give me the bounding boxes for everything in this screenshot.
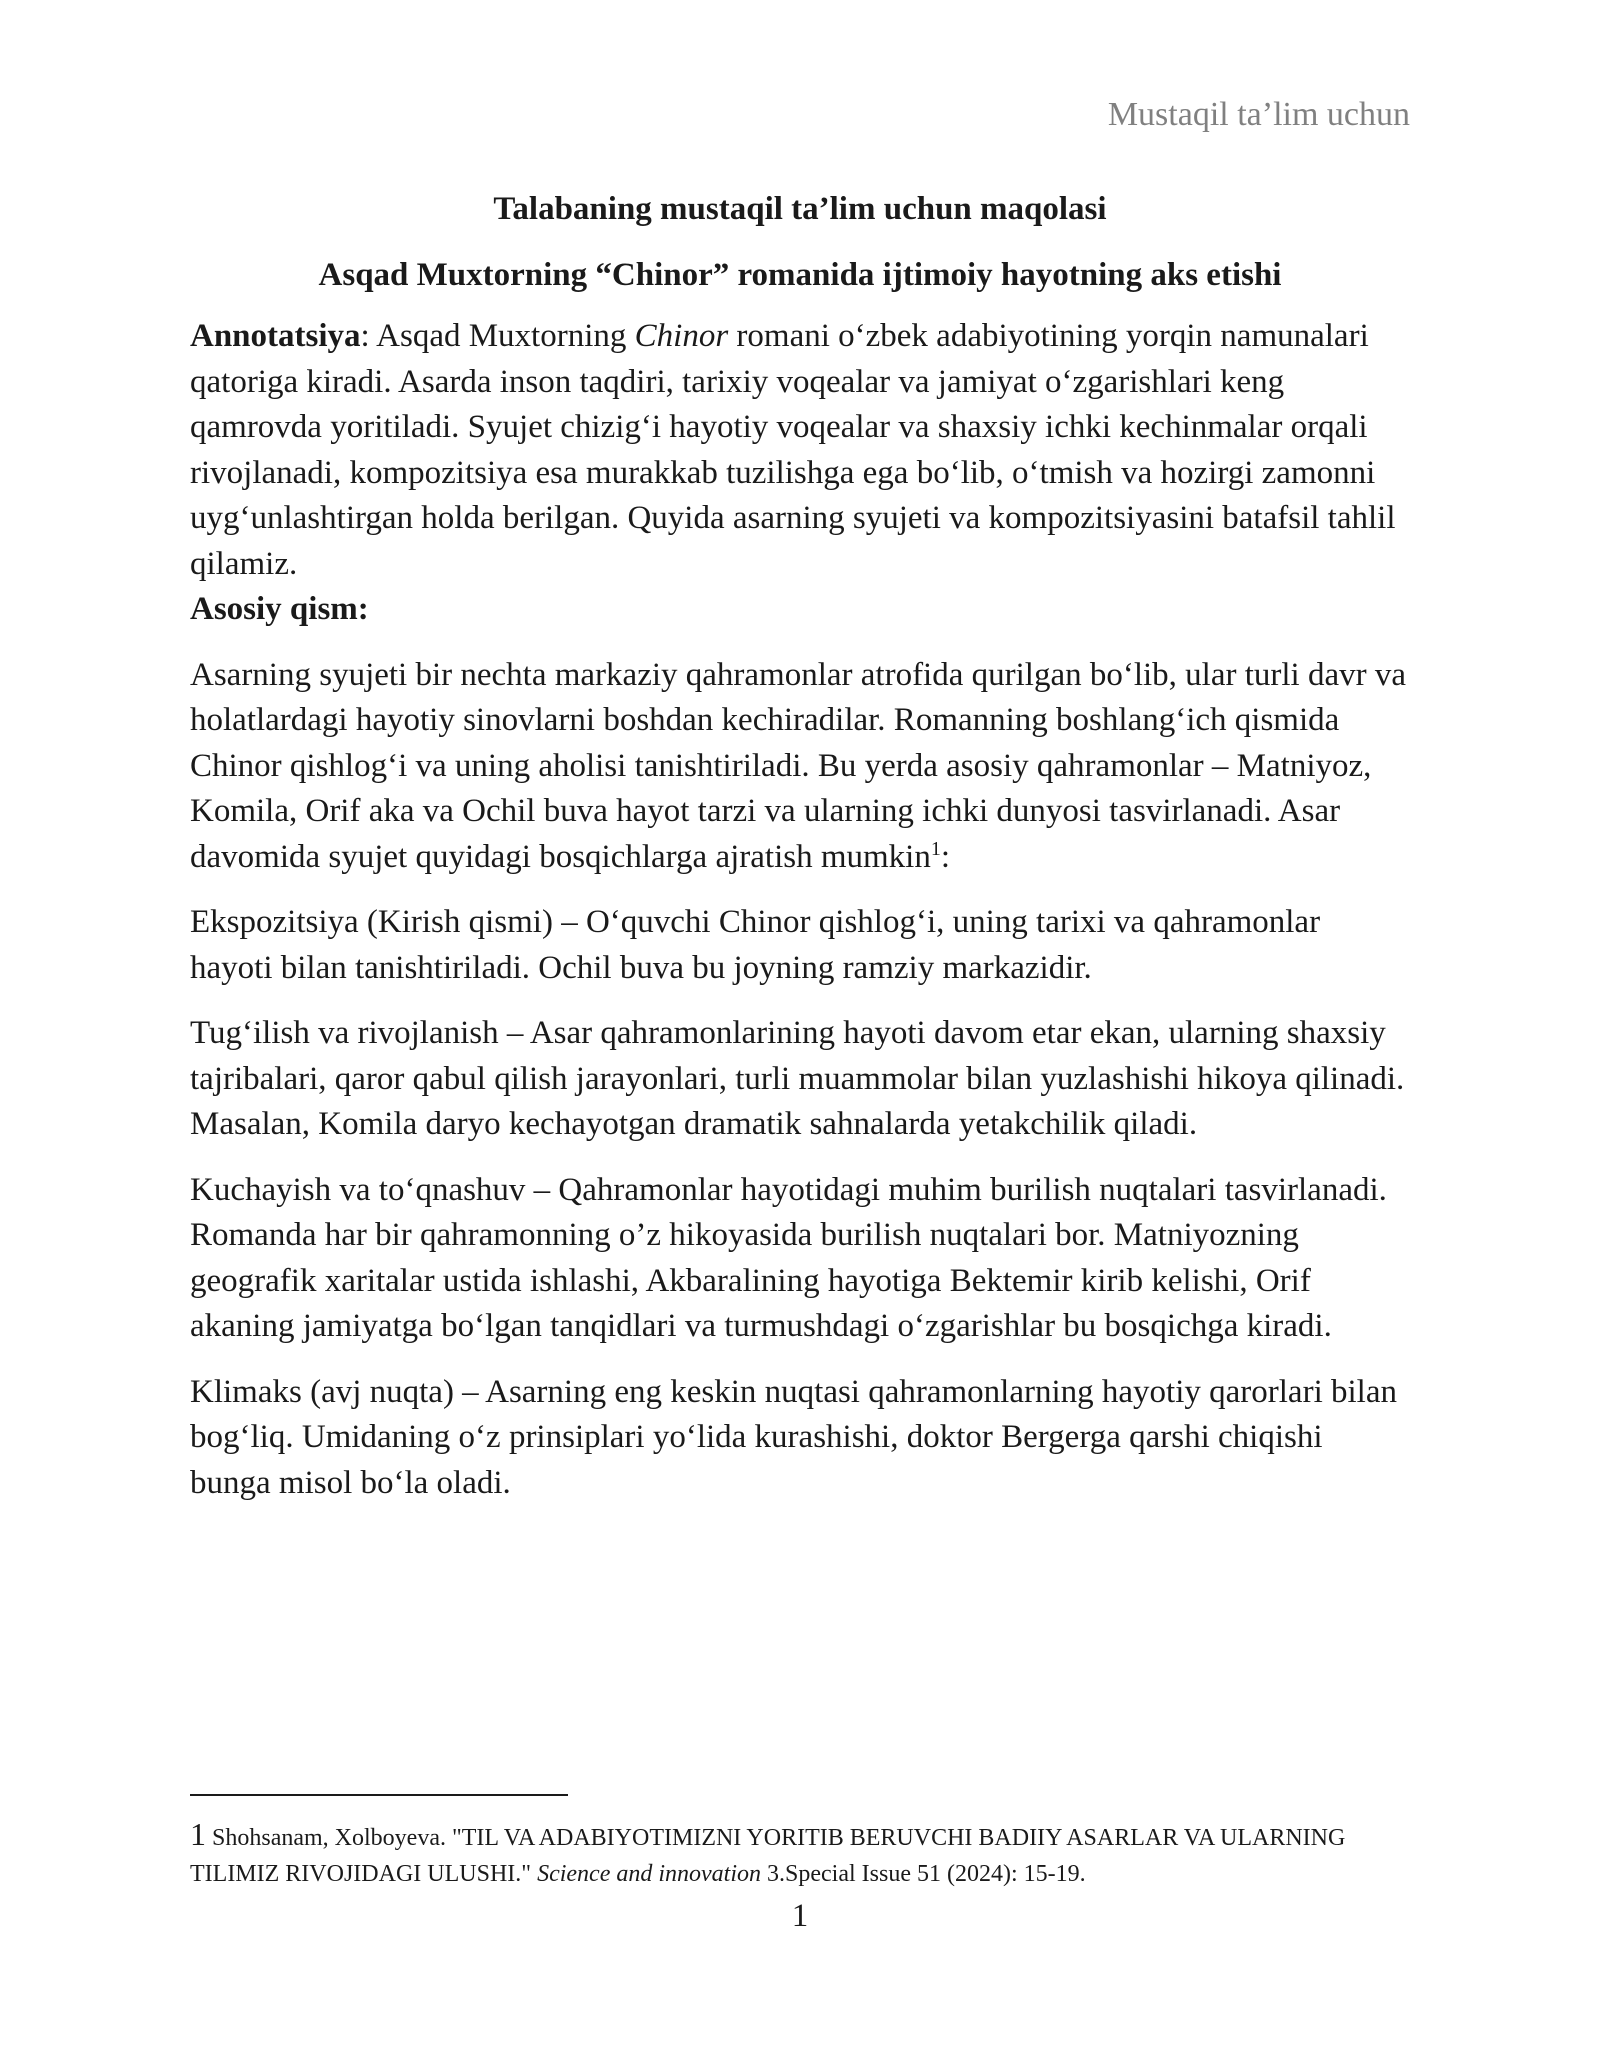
article-subtitle: Asqad Muxtorning “Chinor” romanida ijtimoiy hayotning aks etishi <box>318 257 1282 293</box>
footnote-text-before: Shohsanam, Xolboyeva. "TIL VA ADABIYOTIMIZNI YORITIB BERUVCHI BADIIY ASARLAR VA ULARNING TILIMIZ RIVOJIDAGI ULUSHI." <box>190 1825 1346 1887</box>
page-number: 1 <box>791 1898 809 1934</box>
paragraph-development: Tugʻilish va rivojlanish – Asar qahramonlarining hayoti davom etar ekan, ularning shaxsiy tajribalari, qaror qabul qilish jarayonlari, turli muammolar bilan yuzlashishi hikoya qilinadi. Masalan, Komila daryo kechayotgan dramatik sahnalarda yetakchilik qiladi. <box>190 1015 1405 1142</box>
footnote-journal: Science and innovation <box>537 1861 762 1887</box>
footnote-text-after: 3.Special Issue 51 (2024): 15-19. <box>761 1861 1086 1887</box>
paragraph-exposition: Ekspozitsiya (Kirish qismi) – Oʻquvchi Chinor qishlogʻi, uning tarixi va qahramonlar hayoti bilan tanishtiriladi. Ochil buva bu joyning ramziy markazidir. <box>190 904 1321 986</box>
intro-text: Asarning syujeti bir nechta markaziy qahramonlar atrofida qurilgan boʻlib, ular turli davr va holatlardagi hayotiy sinovlarni boshdan kechiradilar. Romanning boshlangʻich qismida Chinor qishlogʻi va uning aholisi tanishtiriladi. Bu yerda asosiy qahramonlar – Matniyoz, Komila, Orif aka va Ochil buva hayot tarzi va ularning ichki dunyosi tasvirlanadi. Asar davomida syujet quyidagi bosqichlarga ajratish mumkin <box>190 656 1407 875</box>
article-body <box>190 186 1410 1526</box>
novel-title-italic: Chinor <box>634 318 729 354</box>
running-header: Mustaqil ta’lim uchun <box>1107 96 1410 133</box>
abstract-colon: : <box>360 318 377 354</box>
abstract-paragraph <box>190 314 1410 587</box>
abstract-label: Annotatsiya <box>190 318 361 354</box>
footnote-reference[interactable]: 1 <box>930 837 941 860</box>
article-title: Talabaning mustaqil ta’lim uchun maqolasi <box>493 191 1107 227</box>
main-section-heading: Asosiy qism: <box>190 591 369 627</box>
footnote-number: 1 <box>190 1816 206 1852</box>
paragraph-conflict: Kuchayish va toʻqnashuv – Qahramonlar hayotidagi muhim burilish nuqtalari tasvirlanadi. Romanda har bir qahramonning o’z hikoyasida burilish nuqtalari bor. Matniyozning geografik xaritalar ustida ishlashi, Akbaralining hayotiga Bektemir kirib kelishi, Orif akaning jamiyatga boʻlgan tanqidlari va turmushdagi oʻzgarishlar bu bosqichga kiradi. <box>190 1171 1387 1344</box>
intro-paragraph <box>190 653 1410 881</box>
abstract-text-after: romani oʻzbek adabiyotining yorqin namunalari qatoriga kiradi. Asarda inson taqdiri, tarixiy voqealar va jamiyat oʻzgarishlari keng qamrovda yoritiladi. Syujet chizigʻi hayotiy voqealar va shaxsiy ichki kechinmalar orqali rivojlanadi, kompozitsiya esa murakkab tuzilishga ega boʻlib, oʻtmish va hozirgi zamonni uygʻunlashtirgan holda berilgan. Quyida asarning syujeti va kompozitsiyasini batafsil tahlil qilamiz. <box>190 318 1396 582</box>
intro-end: : <box>940 838 951 875</box>
abstract-text-before: Asqad Muxtorning <box>376 318 635 354</box>
footnote-separator <box>190 1794 568 1796</box>
footnote <box>190 1816 1410 1892</box>
paragraph-climax: Klimaks (avj nuqta) – Asarning eng keskin nuqtasi qahramonlarning hayotiy qarorlari bilan bogʻliq. Umidaning oʻz prinsiplari yoʻlida kurashishi, doktor Bergerga qarshi chiqishi bunga misol boʻla oladi. <box>190 1373 1397 1501</box>
